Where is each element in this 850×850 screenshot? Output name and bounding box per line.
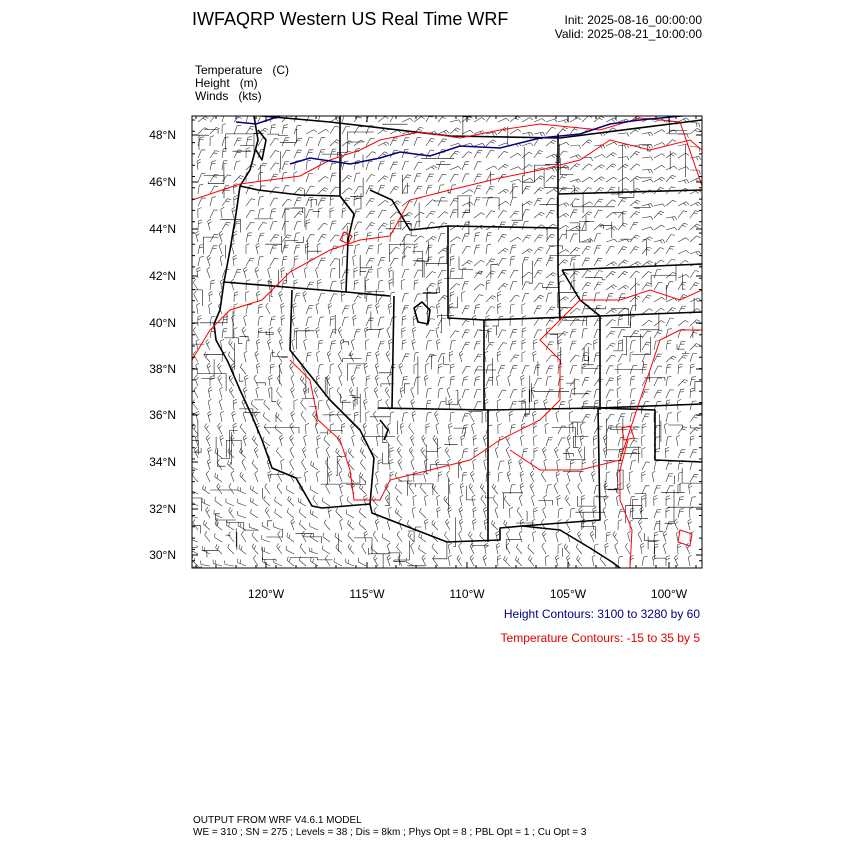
init-time: Init: 2025-08-16_00:00:00 <box>564 13 702 27</box>
model-version: OUTPUT FROM WRF V4.6.1 MODEL <box>193 815 362 826</box>
rio-grande <box>522 526 620 568</box>
border-ok-panhandle <box>598 408 702 462</box>
lat-label: 36°N <box>149 408 176 422</box>
model-footer <box>193 815 586 839</box>
height-contours <box>236 114 702 164</box>
lat-label: 40°N <box>149 316 176 330</box>
height-contours-label: Height Contours: 3100 to 3280 by 60 <box>503 607 700 621</box>
lat-label: 34°N <box>149 455 176 469</box>
lat-label: 48°N <box>149 128 176 142</box>
height-label: Height (m) <box>195 76 258 90</box>
lat-label: 46°N <box>149 175 176 189</box>
model-config: WE = 310 ; SN = 275 ; Levels = 38 ; Dis = 8km ; Phys Opt = 8 ; PBL Opt = 1 ; Cu Opt = 3 <box>193 827 587 838</box>
lat-label: 30°N <box>149 548 176 562</box>
lon-label: 115°W <box>349 587 385 601</box>
lon-label: 120°W <box>247 587 285 601</box>
lon-label: 100°W <box>650 587 688 601</box>
border-nv-ut <box>392 296 394 408</box>
temperature-contours <box>192 118 702 568</box>
lake-mead <box>380 420 388 440</box>
state-boundaries <box>214 116 702 568</box>
map-title: IWFAQRP Western US Real Time WRF <box>192 9 509 29</box>
border-ca-nv <box>290 290 374 504</box>
map-frame <box>192 116 702 568</box>
temperature-contours-label: Temperature Contours: -15 to 35 by 5 <box>500 631 700 645</box>
lat-label: 42°N <box>149 269 176 283</box>
lat-label: 38°N <box>149 362 176 376</box>
lon-label: 110°W <box>449 587 485 601</box>
latitude-labels <box>149 128 176 562</box>
contour-info <box>501 607 700 645</box>
coastline <box>214 116 322 508</box>
lat-label: 32°N <box>149 502 176 516</box>
border-co-ks <box>484 316 600 410</box>
axis-ticks <box>192 116 702 568</box>
valid-time: Valid: 2025-08-21_10:00:00 <box>554 27 702 41</box>
border-ut-co <box>448 226 484 410</box>
longitude-labels <box>248 587 688 601</box>
tick-marks <box>192 116 702 568</box>
map-content <box>172 104 714 570</box>
great-salt-lake <box>414 302 430 324</box>
winds-label: Winds (kts) <box>195 89 262 103</box>
temperature-label: Temperature (C) <box>195 63 290 77</box>
lat-label: 44°N <box>149 222 176 236</box>
lon-label: 105°W <box>549 587 587 601</box>
